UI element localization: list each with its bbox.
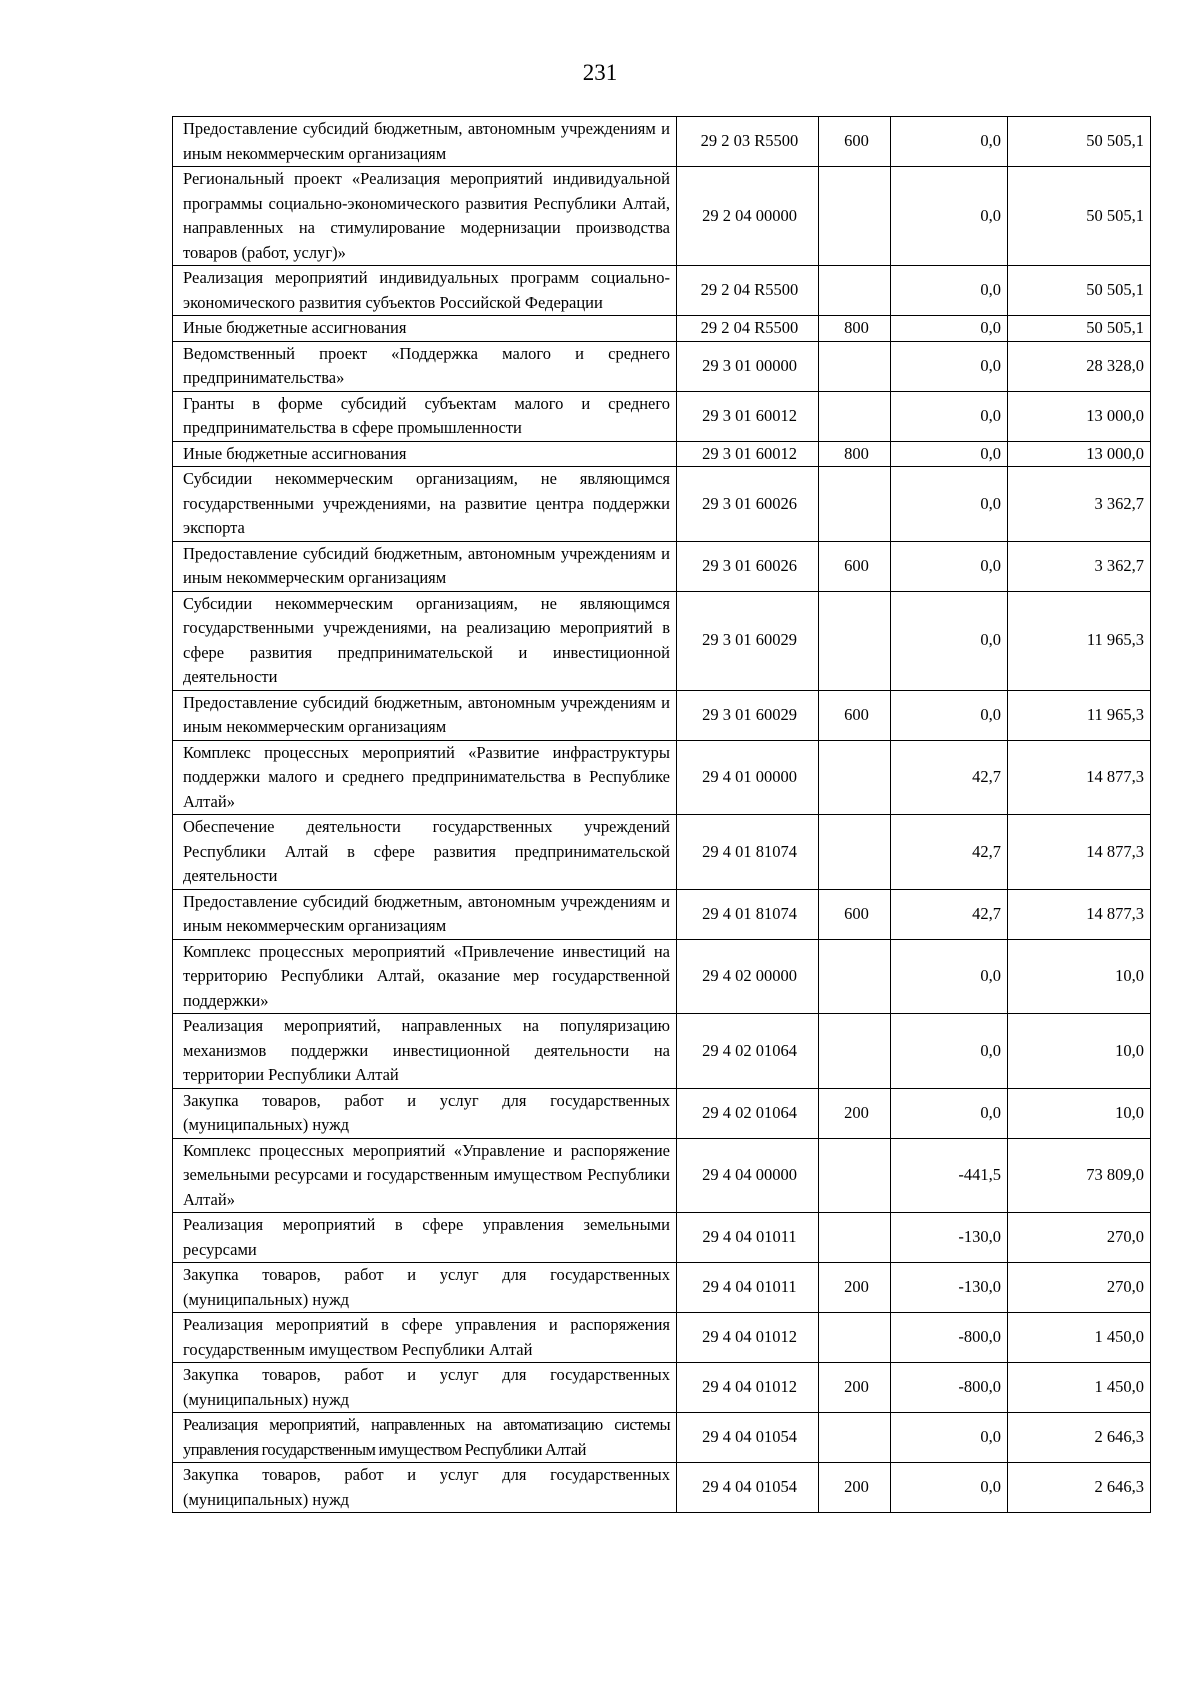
row-total: 10,0 bbox=[1008, 939, 1151, 1014]
row-name: Реализация мероприятий индивидуальных программ социально-экономического развития субъектов Российской Федерации bbox=[173, 266, 677, 316]
row-total: 13 000,0 bbox=[1008, 391, 1151, 441]
row-target-code: 29 2 04 00000 bbox=[677, 167, 819, 266]
row-total: 14 877,3 bbox=[1008, 740, 1151, 815]
row-change: -800,0 bbox=[891, 1313, 1008, 1363]
row-name: Предоставление субсидий бюджетным, автономным учреждениям и иным некоммерческим организациям bbox=[173, 541, 677, 591]
table-row bbox=[173, 939, 1151, 1014]
row-expense-type: 200 bbox=[819, 1363, 891, 1413]
row-target-code: 29 4 04 01012 bbox=[677, 1363, 819, 1413]
row-total: 1 450,0 bbox=[1008, 1313, 1151, 1363]
row-change: 42,7 bbox=[891, 740, 1008, 815]
row-total: 2 646,3 bbox=[1008, 1413, 1151, 1463]
row-change: 0,0 bbox=[891, 391, 1008, 441]
row-change: 0,0 bbox=[891, 441, 1008, 467]
row-name: Предоставление субсидий бюджетным, автономным учреждениям и иным некоммерческим организациям bbox=[173, 889, 677, 939]
row-expense-type bbox=[819, 1213, 891, 1263]
row-total: 270,0 bbox=[1008, 1213, 1151, 1263]
table-row bbox=[173, 740, 1151, 815]
row-total: 28 328,0 bbox=[1008, 341, 1151, 391]
row-target-code: 29 4 04 01054 bbox=[677, 1413, 819, 1463]
row-total: 10,0 bbox=[1008, 1088, 1151, 1138]
table-row bbox=[173, 467, 1151, 542]
row-name: Закупка товаров, работ и услуг для государственных (муниципальных) нужд bbox=[173, 1363, 677, 1413]
row-total: 73 809,0 bbox=[1008, 1138, 1151, 1213]
budget-table bbox=[172, 116, 1151, 1513]
table-row bbox=[173, 1363, 1151, 1413]
row-name: Реализация мероприятий в сфере управления земельными ресурсами bbox=[173, 1213, 677, 1263]
row-name: Реализация мероприятий, направленных на популяризацию механизмов поддержки инвестиционной деятельности на территории Республики Алтай bbox=[173, 1014, 677, 1089]
row-expense-type bbox=[819, 815, 891, 890]
table-row bbox=[173, 1138, 1151, 1213]
row-name: Реализация мероприятий, направленных на автоматизацию системы управления государственным имуществом Республики Алтай bbox=[173, 1413, 677, 1463]
row-expense-type bbox=[819, 1138, 891, 1213]
row-change: 0,0 bbox=[891, 316, 1008, 342]
row-target-code: 29 3 01 60029 bbox=[677, 690, 819, 740]
row-change: 0,0 bbox=[891, 266, 1008, 316]
table-row bbox=[173, 1088, 1151, 1138]
row-target-code: 29 3 01 60029 bbox=[677, 591, 819, 690]
row-expense-type bbox=[819, 266, 891, 316]
table-row bbox=[173, 1463, 1151, 1513]
row-expense-type: 600 bbox=[819, 889, 891, 939]
row-total: 50 505,1 bbox=[1008, 167, 1151, 266]
row-name: Иные бюджетные ассигнования bbox=[173, 316, 677, 342]
page-number: 231 bbox=[582, 60, 618, 85]
row-change: 0,0 bbox=[891, 1463, 1008, 1513]
row-total: 14 877,3 bbox=[1008, 815, 1151, 890]
row-change: -130,0 bbox=[891, 1263, 1008, 1313]
row-total: 50 505,1 bbox=[1008, 316, 1151, 342]
row-expense-type bbox=[819, 939, 891, 1014]
row-target-code: 29 4 04 00000 bbox=[677, 1138, 819, 1213]
row-expense-type bbox=[819, 167, 891, 266]
row-change: 0,0 bbox=[891, 1088, 1008, 1138]
row-expense-type: 200 bbox=[819, 1463, 891, 1513]
table-row bbox=[173, 1263, 1151, 1313]
row-change: 42,7 bbox=[891, 815, 1008, 890]
row-target-code: 29 4 02 01064 bbox=[677, 1014, 819, 1089]
row-name: Предоставление субсидий бюджетным, автономным учреждениям и иным некоммерческим организациям bbox=[173, 117, 677, 167]
row-total: 3 362,7 bbox=[1008, 467, 1151, 542]
row-target-code: 29 4 01 81074 bbox=[677, 815, 819, 890]
row-name: Закупка товаров, работ и услуг для государственных (муниципальных) нужд bbox=[173, 1088, 677, 1138]
row-target-code: 29 4 04 01012 bbox=[677, 1313, 819, 1363]
row-total: 50 505,1 bbox=[1008, 117, 1151, 167]
row-name: Иные бюджетные ассигнования bbox=[173, 441, 677, 467]
row-total: 2 646,3 bbox=[1008, 1463, 1151, 1513]
table-row bbox=[173, 341, 1151, 391]
table-row bbox=[173, 1014, 1151, 1089]
row-expense-type bbox=[819, 1313, 891, 1363]
table-row bbox=[173, 815, 1151, 890]
row-change: -130,0 bbox=[891, 1213, 1008, 1263]
row-target-code: 29 3 01 60012 bbox=[677, 391, 819, 441]
row-total: 3 362,7 bbox=[1008, 541, 1151, 591]
row-target-code: 29 4 01 00000 bbox=[677, 740, 819, 815]
table-row bbox=[173, 117, 1151, 167]
table-row bbox=[173, 889, 1151, 939]
row-target-code: 29 3 01 60026 bbox=[677, 467, 819, 542]
row-target-code: 29 3 01 60026 bbox=[677, 541, 819, 591]
row-target-code: 29 2 04 R5500 bbox=[677, 316, 819, 342]
row-change: 0,0 bbox=[891, 167, 1008, 266]
row-name: Ведомственный проект «Поддержка малого и среднего предпринимательства» bbox=[173, 341, 677, 391]
table-row bbox=[173, 1213, 1151, 1263]
row-expense-type bbox=[819, 1014, 891, 1089]
row-expense-type: 200 bbox=[819, 1088, 891, 1138]
row-change: 0,0 bbox=[891, 939, 1008, 1014]
row-change: 0,0 bbox=[891, 1014, 1008, 1089]
row-expense-type: 200 bbox=[819, 1263, 891, 1313]
row-name: Закупка товаров, работ и услуг для государственных (муниципальных) нужд bbox=[173, 1463, 677, 1513]
row-target-code: 29 3 01 00000 bbox=[677, 341, 819, 391]
row-target-code: 29 4 04 01054 bbox=[677, 1463, 819, 1513]
row-change: -441,5 bbox=[891, 1138, 1008, 1213]
row-expense-type: 600 bbox=[819, 541, 891, 591]
row-change: 0,0 bbox=[891, 467, 1008, 542]
row-target-code: 29 4 04 01011 bbox=[677, 1213, 819, 1263]
row-target-code: 29 2 04 R5500 bbox=[677, 266, 819, 316]
row-change: 0,0 bbox=[891, 541, 1008, 591]
row-target-code: 29 4 01 81074 bbox=[677, 889, 819, 939]
row-change: 0,0 bbox=[891, 1413, 1008, 1463]
table-row bbox=[173, 316, 1151, 342]
table-row bbox=[173, 1413, 1151, 1463]
row-total: 50 505,1 bbox=[1008, 266, 1151, 316]
table-row bbox=[173, 1313, 1151, 1363]
row-target-code: 29 2 03 R5500 bbox=[677, 117, 819, 167]
row-target-code: 29 4 02 01064 bbox=[677, 1088, 819, 1138]
table-row bbox=[173, 391, 1151, 441]
row-total: 13 000,0 bbox=[1008, 441, 1151, 467]
row-expense-type: 800 bbox=[819, 441, 891, 467]
row-name: Гранты в форме субсидий субъектам малого и среднего предпринимательства в сфере промышленности bbox=[173, 391, 677, 441]
row-name: Комплекс процессных мероприятий «Привлечение инвестиций на территорию Республики Алтай, оказание мер государственной поддержки» bbox=[173, 939, 677, 1014]
row-expense-type bbox=[819, 391, 891, 441]
row-change: 42,7 bbox=[891, 889, 1008, 939]
row-name: Региональный проект «Реализация мероприятий индивидуальной программы социально-экономического развития Республики Алтай, направленных на стимулирование модернизации производства товаров (работ, услуг)» bbox=[173, 167, 677, 266]
row-expense-type bbox=[819, 591, 891, 690]
row-total: 270,0 bbox=[1008, 1263, 1151, 1313]
row-name: Субсидии некоммерческим организациям, не являющимся государственными учреждениями, на реализацию мероприятий в сфере развития предпринимательской и инвестиционной деятельности bbox=[173, 591, 677, 690]
table-row bbox=[173, 541, 1151, 591]
row-name: Обеспечение деятельности государственных учреждений Республики Алтай в сфере развития предпринимательской деятельности bbox=[173, 815, 677, 890]
row-change: 0,0 bbox=[891, 117, 1008, 167]
table-row bbox=[173, 591, 1151, 690]
row-change: 0,0 bbox=[891, 690, 1008, 740]
row-target-code: 29 4 04 01011 bbox=[677, 1263, 819, 1313]
row-total: 11 965,3 bbox=[1008, 591, 1151, 690]
row-expense-type bbox=[819, 341, 891, 391]
row-name: Предоставление субсидий бюджетным, автономным учреждениям и иным некоммерческим организациям bbox=[173, 690, 677, 740]
row-change: -800,0 bbox=[891, 1363, 1008, 1413]
row-expense-type bbox=[819, 467, 891, 542]
row-total: 14 877,3 bbox=[1008, 889, 1151, 939]
table-row bbox=[173, 441, 1151, 467]
row-target-code: 29 4 02 00000 bbox=[677, 939, 819, 1014]
row-name: Комплекс процессных мероприятий «Управление и распоряжение земельными ресурсами и государственным имуществом Республики Алтай» bbox=[173, 1138, 677, 1213]
row-target-code: 29 3 01 60012 bbox=[677, 441, 819, 467]
budget-table-body bbox=[173, 117, 1151, 1513]
row-expense-type: 600 bbox=[819, 117, 891, 167]
table-row bbox=[173, 690, 1151, 740]
row-total: 1 450,0 bbox=[1008, 1363, 1151, 1413]
row-total: 11 965,3 bbox=[1008, 690, 1151, 740]
table-row bbox=[173, 167, 1151, 266]
row-change: 0,0 bbox=[891, 591, 1008, 690]
row-name: Закупка товаров, работ и услуг для государственных (муниципальных) нужд bbox=[173, 1263, 677, 1313]
row-expense-type: 600 bbox=[819, 690, 891, 740]
table-row bbox=[173, 266, 1151, 316]
row-name: Комплекс процессных мероприятий «Развитие инфраструктуры поддержки малого и среднего предпринимательства в Республике Алтай» bbox=[173, 740, 677, 815]
row-name: Субсидии некоммерческим организациям, не являющимся государственными учреждениями, на развитие центра поддержки экспорта bbox=[173, 467, 677, 542]
row-change: 0,0 bbox=[891, 341, 1008, 391]
row-total: 10,0 bbox=[1008, 1014, 1151, 1089]
row-expense-type bbox=[819, 740, 891, 815]
row-expense-type: 800 bbox=[819, 316, 891, 342]
row-name: Реализация мероприятий в сфере управления и распоряжения государственным имуществом Республики Алтай bbox=[173, 1313, 677, 1363]
row-expense-type bbox=[819, 1413, 891, 1463]
